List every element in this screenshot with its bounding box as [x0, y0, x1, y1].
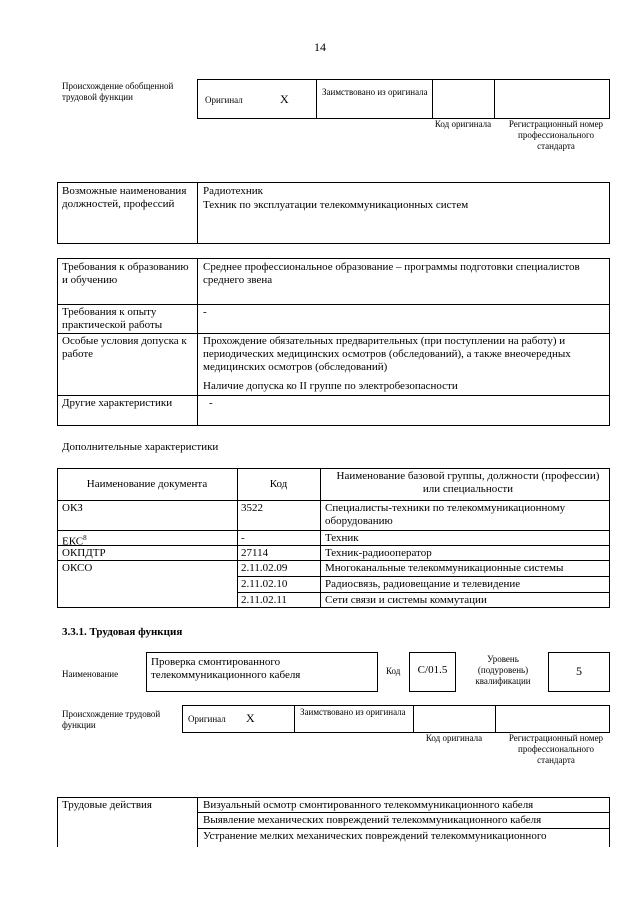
actions-label: Трудовые действия — [62, 799, 152, 811]
original-code-label: Код оригинала — [425, 733, 483, 743]
qualification-level-label: Уровень (подуровень) квалификации — [475, 654, 531, 686]
requirement-value-2: Наличие допуска ко II группе по электробезопасности — [203, 380, 458, 392]
table-cell-code: 2.11.02.11 — [241, 594, 287, 606]
requirement-label: Требования к образованию и обучению — [62, 261, 189, 286]
table-cell-code: 3522 — [241, 502, 263, 514]
requirement-value: - — [203, 306, 207, 318]
table-cell-code: 27114 — [241, 547, 269, 559]
table-cell-name: Радиосвязь, радиовещание и телевидение — [325, 578, 521, 590]
requirement-label: Другие характеристики — [62, 397, 173, 409]
original-mark: X — [280, 92, 289, 106]
additional-title: Дополнительные характеристики — [62, 441, 219, 453]
action-item: Выявление механических повреждений телекоммуникационного кабеля — [203, 814, 542, 826]
borrowed-label: Заимствовано из оригинала — [322, 87, 428, 97]
table-cell-doc: ОКСО — [62, 562, 93, 574]
footnote-mark: 8 — [83, 534, 87, 542]
original-mark: X — [246, 711, 255, 725]
requirement-value: Прохождение обязательных предварительных (при поступлении на работу) и периодических медицинских осмотров (обследований), а также внеочередных медицинских осмотров (обследований) — [203, 335, 571, 373]
qualification-level: 5 — [576, 664, 582, 678]
additional-header-name: Наименование базовой группы, должности (профессии) или специальности — [336, 470, 600, 495]
requirement-label: Особые условия допуска к работе — [62, 335, 187, 360]
function-name: Проверка смонтированного телекоммуникационного кабеля — [151, 656, 301, 681]
table-cell-doc: ЕКС$^8$ — [62, 534, 87, 548]
requirement-value: Среднее профессиональное образование – программы подготовки специалистов среднего звена — [203, 261, 580, 286]
function-code: C/01.5 — [417, 664, 448, 676]
origin-label: Происхождение трудовой функции — [62, 709, 161, 730]
position-item: Техник по эксплуатации телекоммуникационных систем — [203, 199, 469, 211]
table-cell-code: 2.11.02.10 — [241, 578, 288, 590]
action-item: Устранение мелких механических повреждений телекоммуникационного — [203, 830, 547, 842]
function-code-label: Код — [386, 666, 401, 676]
position-item: Радиотехник — [203, 185, 264, 197]
function-name-label: Наименование — [62, 669, 119, 679]
table-cell-doc: ОКЗ — [62, 502, 83, 514]
requirement-value: - — [209, 397, 213, 409]
action-item: Визуальный осмотр смонтированного телекоммуникационного кабеля — [203, 799, 534, 811]
requirement-label: Требования к опыту практической работы — [62, 306, 163, 331]
table-cell-code: 2.11.02.09 — [241, 562, 288, 574]
original-label: Оригинал — [188, 714, 226, 724]
table-cell-name: Техник — [325, 532, 359, 544]
table-cell-name: Сети связи и системы коммутации — [325, 594, 487, 606]
table-cell-code: - — [241, 532, 245, 544]
page-number: 14 — [314, 40, 326, 54]
origin-label: Происхождение обобщенной трудовой функции — [62, 81, 174, 102]
additional-header-code: Код — [269, 478, 288, 490]
borrowed-label: Заимствовано из оригинала — [300, 707, 406, 717]
table-cell-doc: ОКПДТР — [62, 547, 106, 559]
table-cell-name: Техник-радиооператор — [325, 547, 432, 559]
table-cell-name: Многоканальные телекоммуникационные системы — [325, 562, 564, 574]
original-label: Оригинал — [205, 95, 243, 105]
registration-number-label: Регистрационный номер профессионального стандарта — [508, 119, 604, 151]
original-code-label: Код оригинала — [434, 119, 492, 129]
registration-number-label: Регистрационный номер профессионального стандарта — [508, 733, 604, 765]
additional-header-doc: Наименование документа — [86, 478, 208, 490]
positions-label: Возможные наименования должностей, профессий — [62, 185, 187, 210]
origin-table — [197, 79, 610, 119]
section-heading: 3.3.1. Трудовая функция — [62, 626, 183, 638]
table-cell-name: Специалисты-техники по телекоммуникационному оборудованию — [325, 502, 566, 527]
